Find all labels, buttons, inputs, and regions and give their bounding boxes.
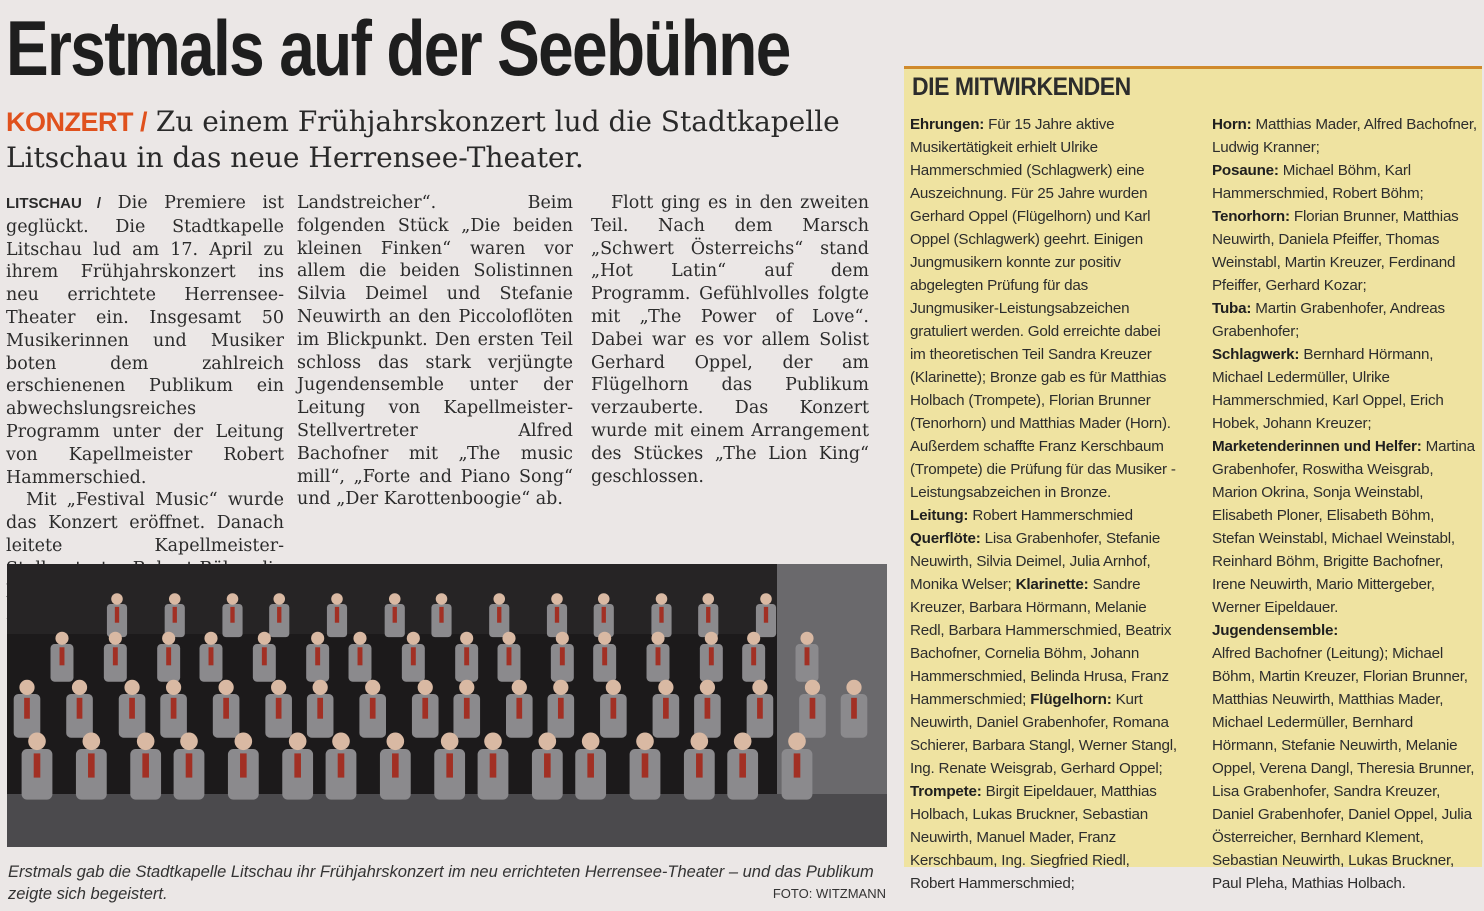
- musician-figure: [544, 753, 551, 777]
- musician-figure: [497, 607, 501, 623]
- band-photo-illustration: [7, 564, 887, 847]
- musician-figure: [72, 680, 87, 695]
- musician-figure: [227, 593, 239, 605]
- participants-entry: [910, 504, 1178, 527]
- musician-figure: [294, 753, 301, 777]
- musician-figure: [752, 680, 767, 695]
- musician-figure: [358, 647, 363, 665]
- musician-figure: [747, 632, 760, 645]
- musician-figure: [418, 680, 433, 695]
- musician-figure: [642, 753, 649, 777]
- musician-figure: [446, 753, 453, 777]
- musician-figure: [602, 647, 607, 665]
- musician-figure: [493, 593, 505, 605]
- kicker: KONZERT /: [6, 107, 147, 137]
- musician-figure: [587, 753, 594, 777]
- musician-figure: [460, 632, 473, 645]
- musician-figure: [555, 607, 559, 623]
- musician-figure: [788, 733, 806, 751]
- entry-text: Bernhard Hörmann, Michael Ledermüller, Ulrike Hammerschmied, Karl Oppel, Erich Hobek, Johann Kreuzer;: [1212, 346, 1444, 432]
- musician-figure: [19, 680, 34, 695]
- entry-text: Martina Grabenhofer, Roswitha Weisgrab, Marion Okrina, Sonja Weinstabl, Elisabeth Ploner, Elisabeth Böhm, Stefan Weinstabl, Michael Weinstabl, Reinhard Böhm, Brigitte Bachofner, Irene Neuwirth, Mario Mittergeber, Werner Eipeldauer.: [1212, 438, 1475, 616]
- musician-figure: [407, 632, 420, 645]
- musician-figure: [700, 680, 715, 695]
- participants-entry: [910, 527, 1178, 780]
- musician-figure: [696, 753, 703, 777]
- participants-entry: [910, 113, 1178, 504]
- musician-figure: [166, 647, 171, 665]
- musician-figure: [77, 698, 83, 719]
- musician-figure: [392, 753, 399, 777]
- musician-figure: [28, 733, 46, 751]
- musician-figure: [658, 680, 673, 695]
- musician-figure: [273, 593, 285, 605]
- musician-figure: [636, 733, 654, 751]
- entry-text: Robert Hammerschmied: [972, 507, 1133, 524]
- participants-entry: [1212, 435, 1480, 619]
- musician-figure: [162, 632, 175, 645]
- musician-figure: [331, 593, 343, 605]
- musician-figure: [230, 607, 234, 623]
- musician-figure: [560, 647, 565, 665]
- entry-text: Michael Böhm, Karl Hammerschmied, Robert Böhm;: [1212, 162, 1424, 202]
- musician-figure: [258, 632, 271, 645]
- musician-figure: [353, 632, 366, 645]
- subheadline: [6, 104, 866, 175]
- entry-label: Klarinette:: [1015, 576, 1089, 593]
- musician-figure: [24, 698, 30, 719]
- entry-label: Posaune:: [1212, 162, 1279, 179]
- musician-figure: [656, 647, 661, 665]
- musician-figure: [124, 680, 139, 695]
- musician-figure: [271, 680, 286, 695]
- musician-figure: [436, 593, 448, 605]
- dateline: LITSCHAU /: [6, 195, 102, 212]
- entry-label: Ehrungen:: [910, 116, 985, 133]
- subheadline-text: Zu einem Frühjahrskonzert lud die Stadtkapelle Litschau in das neue Herrensee-Theater.: [6, 105, 840, 174]
- musician-figure: [760, 593, 772, 605]
- musician-figure: [422, 698, 428, 719]
- participants-entry: [1212, 619, 1480, 895]
- musician-figure: [558, 698, 564, 719]
- participants-entry: [1212, 113, 1480, 159]
- entry-text: Kurt Neuwirth, Daniel Grabenhofer, Romana Schierer, Barbara Stangl, Werner Stangl, Ing. Renate Weisgrab, Gerhard Oppel;: [910, 691, 1177, 777]
- musician-figure: [171, 698, 177, 719]
- entry-label: Leitung:: [910, 507, 969, 524]
- musician-figure: [800, 632, 813, 645]
- musician-figure: [582, 733, 600, 751]
- musician-figure: [751, 647, 756, 665]
- musician-figure: [276, 698, 282, 719]
- musician-figure: [851, 698, 857, 719]
- musician-figure: [113, 647, 118, 665]
- musician-figure: [705, 632, 718, 645]
- article-column-3: [591, 192, 869, 488]
- entry-label: Marketenderinnen und Helfer:: [1212, 438, 1422, 455]
- musician-figure: [180, 733, 198, 751]
- musician-figure: [757, 698, 763, 719]
- musician-figure: [598, 593, 610, 605]
- article-column-2: [297, 192, 573, 511]
- musician-figure: [507, 647, 512, 665]
- musician-figure: [805, 680, 820, 695]
- participants-box-title: DIE MITWIRKENDEN: [912, 73, 1131, 101]
- musician-figure: [34, 753, 41, 777]
- musician-figure: [490, 753, 497, 777]
- musician-figure: [142, 753, 149, 777]
- musician-figure: [411, 647, 416, 665]
- entry-text: Matthias Mader, Alfred Bachofner, Ludwig Kranner;: [1212, 116, 1477, 156]
- musician-figure: [335, 607, 339, 623]
- article-column-1: [6, 192, 284, 626]
- musician-figure: [794, 753, 801, 777]
- entry-label: Jugendensemble:: [1212, 622, 1339, 639]
- entry-text: Sandre Kreuzer, Barbara Hörmann, Melanie Redl, Barbara Hammerschmied, Beatrix Bachofner, Cornelia Böhm, Johann Hammerschmied, Belinda Hrusa, Franz Hammerschmied;: [910, 576, 1172, 708]
- musician-figure: [338, 753, 345, 777]
- musician-figure: [663, 698, 669, 719]
- musician-figure: [262, 647, 267, 665]
- musician-figure: [516, 698, 522, 719]
- participants-box: [904, 66, 1482, 892]
- musician-figure: [484, 733, 502, 751]
- musician-figure: [764, 607, 768, 623]
- musician-figure: [115, 607, 119, 623]
- musician-figure: [223, 698, 229, 719]
- musician-figure: [389, 593, 401, 605]
- entry-text: Birgit Eipeldauer, Matthias Holbach, Lukas Bruckner, Sebastian Neuwirth, Manuel Mader, Franz Kerschbaum, Ing. Siegfried Riedl, Robert Hammerschmied;: [910, 783, 1157, 892]
- musician-figure: [315, 647, 320, 665]
- entry-label: Flügelhorn:: [1030, 691, 1112, 708]
- musician-figure: [706, 607, 710, 623]
- musician-figure: [209, 647, 214, 665]
- musician-figure: [553, 680, 568, 695]
- musician-figure: [734, 733, 752, 751]
- musician-figure: [169, 593, 181, 605]
- article-paragraph: Mit „Festival Music“ wurde das Konzert eröffnet. Danach leitete Kapellmeister-: [6, 490, 284, 556]
- musician-figure: [539, 733, 557, 751]
- participants-entry: [1212, 297, 1480, 343]
- musician-figure: [370, 698, 376, 719]
- entry-label: Schlagwerk:: [1212, 346, 1300, 363]
- musician-figure: [551, 593, 563, 605]
- musician-figure: [464, 698, 470, 719]
- musician-figure: [739, 753, 746, 777]
- entry-label: Tenorhorn:: [1212, 208, 1290, 225]
- musician-figure: [240, 753, 247, 777]
- entry-text: Für 15 Jahre aktive Musikertätigkeit erhielt Ulrike Hammerschmied (Schlagwerk) eine Auszeichnung. Für 25 Jahre wurden Gerhard Oppel (Flügelhorn) und Karl Oppel (Schlagwerk) geehrt. Einigen Jungmusikern konnte zur positiv abgelegten Prüfung für das Jungmusiker-Leistungsabzeichen gratuliert werden. Gold erreichte dabei im theoretischen Teil Sandra Kreuzer (Klarinette); Bronze gab es für Matthias Holbach (Trompete), Florian Brunner (Tenorhorn) und Matthias Mader (Horn). Außerdem schaffte Franz Kerschbaum (Trompete) die Prüfung für das Musiker -Leistungsabzeichen in Bronze.: [910, 116, 1176, 501]
- entry-label: Querflöte:: [910, 530, 981, 547]
- participants-entry: [1212, 343, 1480, 435]
- entry-text: Alfred Bachofner (Leitung); Michael Böhm, Martin Kreuzer, Florian Brunner, Matthias Neuwirth, Matthias Mader, Michael Ledermüller, Bernhard Hörmann, Stefanie Neuwirth, Melanie Oppel, Verena Dangl, Theresia Brunner, Lisa Grabenhofer, Sandra Kreuzer, Daniel Grabenhofer, Daniel Oppel, Julia Österreicher, Bernhard Klement, Sebastian Neuwirth, Lukas Bruckner, Paul Pleha, Mathias Holbach.: [1212, 645, 1475, 892]
- musician-figure: [810, 698, 816, 719]
- musician-figure: [313, 680, 328, 695]
- musician-figure: [109, 632, 122, 645]
- musician-figure: [137, 733, 155, 751]
- musician-figure: [705, 698, 711, 719]
- paragraph-text: Die Premiere ist geglückt. Die Stadtkapelle Litschau lud am 17. April zu ihrem Frühjahrskonzert ins neu errichtete Herrensee-Theater ein. Insgesamt 50 Musikerinnen und Musiker boten dem zahlreich erschienenen Publikum ein abwechslungsreiches Programm unter der Leitung von Kapellmeister Robert Hammerschied.: [6, 193, 284, 488]
- participants-entry: [910, 780, 1178, 895]
- musician-figure: [332, 733, 350, 751]
- band-photo: [7, 564, 887, 847]
- musician-figure: [219, 680, 234, 695]
- musician-figure: [277, 607, 281, 623]
- musician-figure: [204, 632, 217, 645]
- entry-text: Lisa Grabenhofer, Stefanie Neuwirth, Silvia Deimel, Julia Arnhof, Monika Welser;: [910, 530, 1161, 593]
- photo-credit: FOTO: WITZMANN: [772, 886, 886, 901]
- musician-figure: [709, 647, 714, 665]
- headline: Erstmals auf der Seebühne: [6, 4, 790, 92]
- musician-figure: [111, 593, 123, 605]
- article-paragraph: Flott ging es in den zweiten Teil. Nach dem Marsch „Schwert Österreichs“ stand „Hot Latin“ auf dem Programm. Gefühlvolles folgte mit „The Power of Love“. Dabei war es vor allem Solist Gerhard Oppel, der am Flügelhorn das Publikum verzauberte. Das Konzert wurde mit einem Arrangement des Stückes „The Lion King“ geschlossen.: [591, 193, 869, 487]
- musician-figure: [439, 607, 443, 623]
- musician-figure: [289, 733, 307, 751]
- musician-figure: [691, 733, 709, 751]
- musician-figure: [556, 632, 569, 645]
- musician-figure: [311, 632, 324, 645]
- musician-figure: [166, 680, 181, 695]
- musician-figure: [611, 698, 617, 719]
- musician-figure: [235, 733, 253, 751]
- entry-label: Trompete:: [910, 783, 982, 800]
- musician-figure: [387, 733, 405, 751]
- participants-entry: [1212, 205, 1480, 297]
- musician-figure: [846, 680, 861, 695]
- musician-figure: [459, 680, 474, 695]
- musician-figure: [702, 593, 714, 605]
- musician-figure: [502, 632, 515, 645]
- musician-figure: [606, 680, 621, 695]
- musician-figure: [365, 680, 380, 695]
- entry-text: Florian Brunner, Matthias Neuwirth, Daniela Pfeiffer, Thomas Weinstabl, Martin Kreuzer, Ferdinand Pfeiffer, Gerhard Kozar;: [1212, 208, 1459, 294]
- musician-figure: [659, 607, 663, 623]
- entry-text: Martin Grabenhofer, Andreas Grabenhofer;: [1212, 300, 1445, 340]
- photo-caption: Erstmals gab die Stadtkapelle Litschau ihr Frühjahrskonzert im neu errichteten Herrensee-Theater – und das Publikum zeigte sich begeistert.: [8, 863, 874, 903]
- participants-entry: [1212, 159, 1480, 205]
- musician-figure: [55, 632, 68, 645]
- musician-figure: [317, 698, 323, 719]
- musician-figure: [83, 733, 101, 751]
- participants-column-left: [910, 113, 1178, 895]
- musician-figure: [602, 607, 606, 623]
- musician-figure: [651, 632, 664, 645]
- musician-figure: [805, 647, 810, 665]
- musician-figure: [173, 607, 177, 623]
- article-paragraph: [6, 192, 284, 489]
- musician-figure: [60, 647, 65, 665]
- entry-label: Tuba:: [1212, 300, 1252, 317]
- musician-figure: [512, 680, 527, 695]
- musician-figure: [464, 647, 469, 665]
- musician-figure: [656, 593, 668, 605]
- musician-figure: [441, 733, 459, 751]
- musician-figure: [393, 607, 397, 623]
- musician-figure: [88, 753, 95, 777]
- musician-figure: [186, 753, 193, 777]
- musician-figure: [598, 632, 611, 645]
- musician-figure: [129, 698, 135, 719]
- participants-column-right: [1212, 113, 1480, 895]
- entry-label: Horn:: [1212, 116, 1252, 133]
- article-paragraph: Landstreicher“. Beim folgenden Stück „Die beiden kleinen Finken“ waren vor allem die beiden Solistinnen Silvia Deimel und Stefanie Neuwirth an den Piccoloflöten im Blickpunkt. Den ersten Teil schloss das stark verjüngte Jugendensemble unter der Leitung von Kapellmeister-Stellvertreter Alfred Bachofner mit „The music mill“, „Forte and Piano Song“ und „Der Karottenboogie“ ab.: [297, 193, 573, 510]
